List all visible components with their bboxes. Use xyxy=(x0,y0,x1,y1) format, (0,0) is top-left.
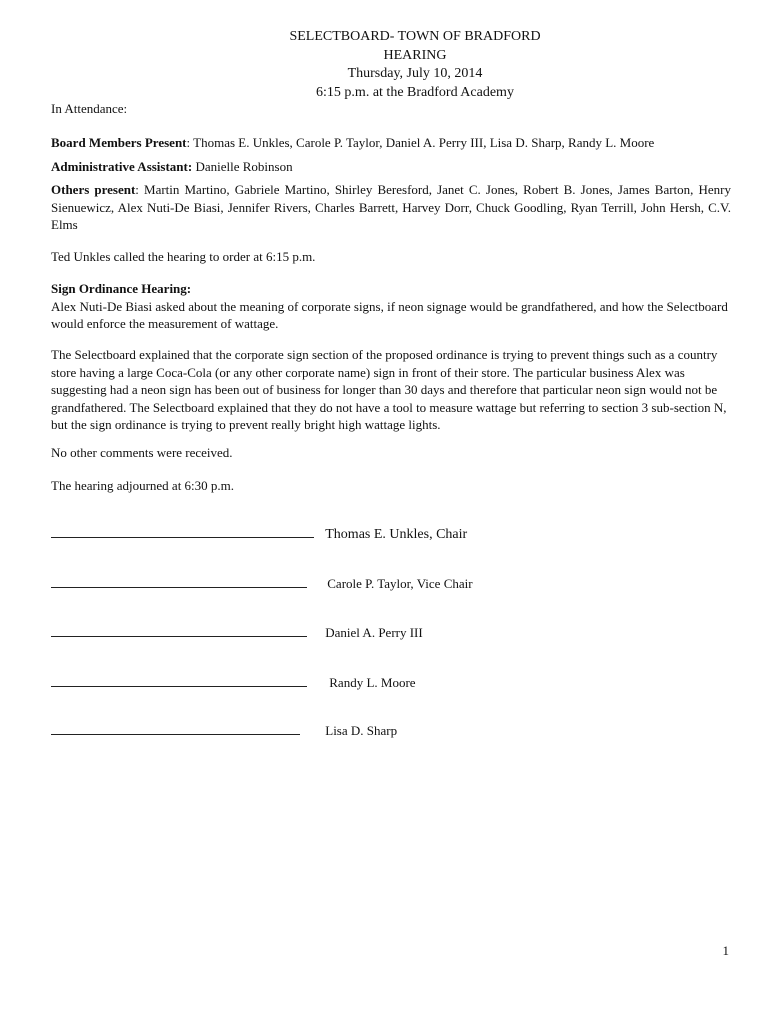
signature-blank xyxy=(51,537,314,538)
sign-ordinance-section xyxy=(51,280,731,333)
signature-blank xyxy=(51,587,307,588)
page-number: 1 xyxy=(722,943,729,958)
sign-ordinance-heading: Sign Ordinance Hearing: xyxy=(51,281,192,296)
no-comments-line: No other comments were received. xyxy=(51,445,233,460)
document-header xyxy=(0,28,770,102)
header-title: SELECTBOARD- TOWN OF BRADFORD xyxy=(289,29,541,44)
signature-name: Daniel A. Perry III xyxy=(325,625,423,640)
signature-line-4 xyxy=(51,675,416,691)
signature-name: Carole P. Taylor, Vice Chair xyxy=(327,576,473,591)
board-members-value: : Thomas E. Unkles, Carole P. Taylor, Daniel A. Perry III, Lisa D. Sharp, Randy L. Moore xyxy=(186,135,655,150)
header-date: Thursday, July 10, 2014 xyxy=(347,66,483,81)
signature-blank xyxy=(51,636,307,637)
others-present-value: : Martin Martino, Gabriele Martino, Shirley Beresford, Janet C. Jones, Robert B. Jones, James Barton, Henry Sienuewicz, Alex Nuti-De Biasi, Jennifer Rivers, Charles Barrett, Harvey Dorr, Chuck Goodling, Ryan Terrill, John Hersh, C.V. Elms xyxy=(51,182,731,232)
signature-blank xyxy=(51,686,307,687)
others-present-label: Others present xyxy=(51,182,136,197)
call-to-order: Ted Unkles called the hearing to order at 6:15 p.m. xyxy=(51,249,316,264)
signature-line-5 xyxy=(51,723,397,739)
signature-line-2 xyxy=(51,576,473,592)
board-members-label: Board Members Present xyxy=(51,135,187,150)
signature-blank xyxy=(51,734,300,735)
admin-assistant-line xyxy=(51,158,731,176)
signature-line-3 xyxy=(51,625,423,641)
sign-ordinance-paragraph-2: The Selectboard explained that the corporate sign section of the proposed ordinance is trying to prevent things such as a country store having a large Coca-Cola (or any other corporate name) sign in front of their store. The particular business Alex was suggesting had a neon sign has been out of business for longer than 30 days and therefore that particular neon sign would not be grandfathered. The Selectboard explained that they do not have a tool to measure wattage but referring to section 3 sub-section N, but the sign ordinance is trying to prevent really bright high wattage lights. xyxy=(51,347,727,432)
admin-assistant-value: Danielle Robinson xyxy=(192,159,293,174)
signature-line-1 xyxy=(51,526,467,543)
signature-name: Thomas E. Unkles, Chair xyxy=(325,527,468,542)
sign-ordinance-paragraph-1: Alex Nuti-De Biasi asked about the meaning of corporate signs, if neon signage would be grandfathered, and how the Selectboard would enforce the measurement of wattage. xyxy=(51,298,728,331)
others-present-paragraph xyxy=(51,181,731,234)
signature-name: Randy L. Moore xyxy=(329,675,416,690)
header-time-location: 6:15 p.m. at the Bradford Academy xyxy=(316,84,514,100)
attendance-intro: In Attendance: xyxy=(51,101,128,116)
header-subtitle: HEARING xyxy=(383,47,447,63)
board-members-line xyxy=(51,134,731,152)
signature-name: Lisa D. Sharp xyxy=(325,723,398,738)
adjourned-line: The hearing adjourned at 6:30 p.m. xyxy=(51,478,235,493)
admin-assistant-label: Administrative Assistant: xyxy=(51,159,193,174)
